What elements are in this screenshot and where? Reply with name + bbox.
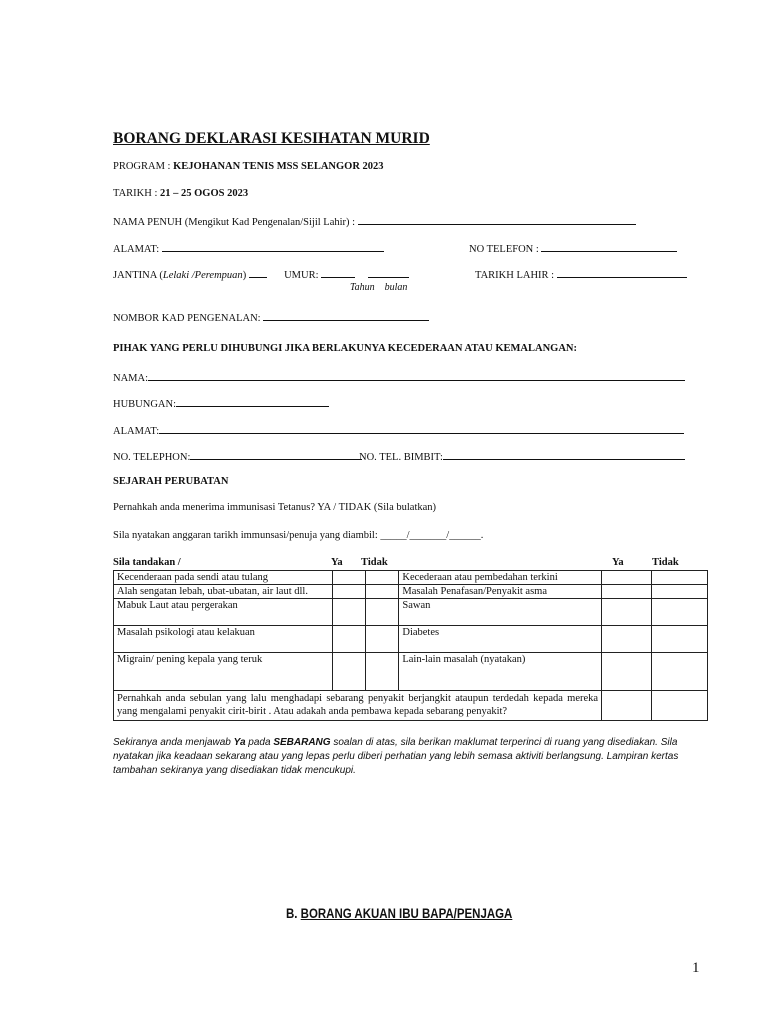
table-header-ya-2: Ya (612, 557, 624, 568)
nama-penuh-field[interactable] (358, 215, 636, 225)
section-b-title: BORANG AKUAN IBU BAPA/PENJAGA (300, 906, 513, 921)
condition-label: Diabetes (399, 626, 602, 653)
telephon-line (113, 450, 362, 463)
jantina-close: ) (242, 270, 249, 281)
ya-checkbox[interactable] (602, 571, 652, 585)
sejarah-heading: SEJARAH PERUBATAN (113, 476, 229, 487)
tarikh-label: TARIKH : (113, 188, 160, 199)
ya-checkbox[interactable] (332, 626, 365, 653)
program-line (113, 161, 384, 172)
no-telefon-field[interactable] (541, 242, 677, 252)
emergency-nama-line (113, 371, 685, 384)
ya-checkbox[interactable] (602, 691, 652, 721)
emergency-alamat-field[interactable] (159, 424, 684, 434)
condition-label: Migrain/ pening kepala yang teruk (114, 653, 333, 691)
program-label: PROGRAM : (113, 161, 174, 172)
ya-checkbox[interactable] (332, 571, 365, 585)
alamat-line (113, 242, 384, 255)
ya-checkbox[interactable] (602, 585, 652, 599)
jantina-line (113, 268, 409, 281)
instruction-note (113, 736, 710, 778)
tarikh-value: 21 – 25 OGOS 2023 (160, 188, 249, 199)
note-sebarang: SEBARANG (273, 737, 331, 748)
condition-label: Alah sengatan lebah, ubat-ubatan, air laut dll. (114, 585, 333, 599)
condition-label: Mabuk Laut atau pergerakan (114, 599, 333, 626)
tidak-checkbox[interactable] (366, 585, 399, 599)
ya-checkbox[interactable] (602, 653, 652, 691)
emergency-alamat-label: ALAMAT: (113, 426, 160, 437)
ya-checkbox[interactable] (602, 599, 652, 626)
condition-label: Masalah psikologi atau kelakuan (114, 626, 333, 653)
section-b-prefix: B. (286, 906, 301, 921)
tidak-checkbox[interactable] (652, 626, 708, 653)
condition-label: Kecenderaan pada sendi atau tulang (114, 571, 333, 585)
table-header-label: Sila tandakan / (113, 557, 181, 568)
program-value: KEJOHANAN TENIS MSS SELANGOR 2023 (173, 161, 384, 172)
emergency-nama-label: NAMA: (113, 373, 149, 384)
emergency-nama-field[interactable] (148, 371, 685, 381)
hubungan-line (113, 397, 329, 410)
telephon-field[interactable] (190, 450, 362, 460)
table-row (114, 585, 708, 599)
table-header-ya-1: Ya (331, 557, 343, 568)
table-row (114, 599, 708, 626)
form-title: BORANG DEKLARASI KESIHATAN MURID (113, 130, 430, 147)
umur-label: UMUR: (284, 270, 322, 281)
hubungan-label: HUBUNGAN: (113, 399, 176, 410)
anggaran-question: Sila nyatakan anggaran tarikh immunsasi/penuja yang diambil: _____/_______/______. (113, 530, 484, 541)
condition-label: Kecederaan atau pembedahan terkini (399, 571, 602, 585)
table-row (114, 653, 708, 691)
table-row (114, 626, 708, 653)
tidak-checkbox[interactable] (366, 571, 399, 585)
umur-tahun-field[interactable] (321, 268, 355, 278)
kad-pengenalan-field[interactable] (263, 311, 429, 321)
jantina-field[interactable] (249, 268, 267, 278)
table-row (114, 691, 708, 721)
note-text: soalan di atas, sila berikan maklumat terperinci di ruang yang disediakan. Sila nyatakan jika keadaan sekarang atau yang lepas perlu diberi perhatian yang lebih semasa aktiviti berlangsung. Lampiran kertas tambahan sekiranya yang disediakan tidak mencukupi. (113, 737, 679, 776)
ya-checkbox[interactable] (602, 626, 652, 653)
tidak-checkbox[interactable] (366, 599, 399, 626)
tidak-checkbox[interactable] (366, 653, 399, 691)
page-number: 1 (692, 960, 700, 976)
tarikh-lahir-label: TARIKH LAHIR : (475, 270, 557, 281)
tarikh-lahir-line (475, 268, 687, 281)
nama-penuh-line (113, 215, 636, 228)
table-row (114, 571, 708, 585)
tarikh-line (113, 188, 248, 199)
tetanus-question: Pernahkah anda menerima immunisasi Tetanus? YA / TIDAK (Sila bulatkan) (113, 502, 437, 513)
alamat-field[interactable] (162, 242, 384, 252)
bimbit-line (359, 450, 685, 463)
telephon-label: NO. TELEPHON: (113, 452, 191, 463)
bulan-label: bulan (384, 282, 408, 293)
tidak-checkbox[interactable] (652, 599, 708, 626)
note-text: Sekiranya anda menjawab (113, 737, 234, 748)
bimbit-label: NO. TEL. BIMBIT: (359, 452, 443, 463)
umur-bulan-field[interactable] (368, 268, 409, 278)
infectious-disease-question: Pernahkah anda sebulan yang lalu menghadapi sebarang penyakit berjangkit ataupun terdedah kepada mereka yang mengalami penyakit cirit-birit . Atau adakah anda pembawa kepada sebarang penyakit? (114, 691, 602, 721)
jantina-options: Lelaki /Perempuan (162, 270, 243, 281)
ya-checkbox[interactable] (332, 599, 365, 626)
tidak-checkbox[interactable] (652, 571, 708, 585)
table-header-tidak-2: Tidak (652, 557, 679, 568)
no-telefon-line (469, 242, 677, 255)
jantina-label: JANTINA ( (113, 270, 163, 281)
kad-pengenalan-label: NOMBOR KAD PENGENALAN: (113, 313, 264, 324)
note-text: pada (245, 737, 274, 748)
alamat-label: ALAMAT: (113, 244, 162, 255)
tarikh-lahir-field[interactable] (557, 268, 687, 278)
tidak-checkbox[interactable] (652, 585, 708, 599)
condition-label: Lain-lain masalah (nyatakan) (399, 653, 602, 691)
nama-penuh-label: NAMA PENUH (Mengikut Kad Pengenalan/Sijil Lahir) : (113, 217, 358, 228)
table-header-tidak-1: Tidak (361, 557, 388, 568)
ya-checkbox[interactable] (332, 653, 365, 691)
umur-sublabels (350, 282, 407, 293)
condition-label: Sawan (399, 599, 602, 626)
tahun-label: Tahun (350, 282, 375, 293)
condition-label: Masalah Penafasan/Penyakit asma (399, 585, 602, 599)
emergency-heading: PIHAK YANG PERLU DIHUBUNGI JIKA BERLAKUNYA KECEDERAAN ATAU KEMALANGAN: (113, 343, 577, 354)
no-telefon-label: NO TELEFON : (469, 244, 542, 255)
bimbit-field[interactable] (443, 450, 685, 460)
emergency-alamat-line (113, 424, 684, 437)
health-checklist-table (113, 570, 708, 721)
note-ya: Ya (233, 737, 246, 748)
tidak-checkbox[interactable] (652, 691, 708, 721)
tidak-checkbox[interactable] (366, 626, 399, 653)
tidak-checkbox[interactable] (652, 653, 708, 691)
ya-checkbox[interactable] (332, 585, 365, 599)
kad-pengenalan-line (113, 311, 429, 324)
section-b-heading (286, 906, 512, 921)
hubungan-field[interactable] (176, 397, 329, 407)
